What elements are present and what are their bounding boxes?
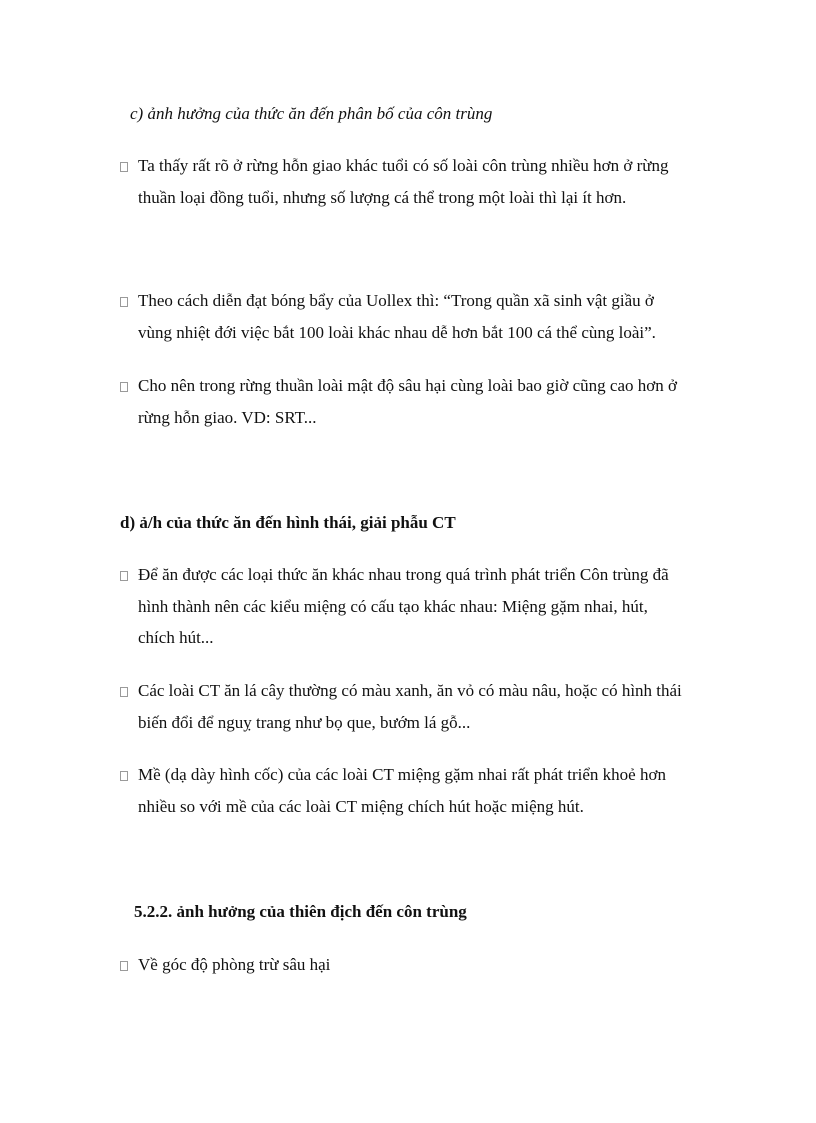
bullet-paragraph — [120, 156, 720, 212]
checkbox-bullet-icon — [120, 771, 128, 781]
paragraph-line: hình thành nên các kiểu miệng có cấu tạo khác nhau: Miệng gặm nhai, hút, — [138, 597, 648, 616]
bullet-paragraph — [120, 291, 720, 347]
checkbox-bullet-icon — [120, 162, 128, 172]
bullet-paragraph — [120, 681, 720, 737]
paragraph-line: thuần loại đồng tuổi, nhưng số lượng cá thể trong một loài thì lại ít hơn. — [138, 188, 627, 207]
checkbox-bullet-icon — [120, 297, 128, 307]
paragraph-line: Để ăn được các loại thức ăn khác nhau trong quá trình phát triển Côn trùng đã — [138, 565, 669, 584]
paragraph-line: biến đổi để nguỵ trang như bọ que, bướm lá gỗ... — [138, 713, 471, 732]
checkbox-bullet-icon — [120, 571, 128, 581]
bullet-paragraph — [120, 565, 720, 649]
paragraph-line: chích hút... — [138, 628, 214, 647]
paragraph-line: Ta thấy rất rõ ở rừng hỗn giao khác tuổi có số loài côn trùng nhiều hơn ở rừng — [138, 156, 669, 175]
bullet-paragraph — [120, 765, 720, 821]
paragraph-line: vùng nhiệt đới việc bắt 100 loài khác nhau dễ hơn bắt 100 cá thể cùng loài”. — [138, 323, 656, 342]
paragraph-line: Về góc độ phòng trừ sâu hại — [138, 955, 331, 974]
section-heading-c: c) ảnh hưởng của thức ăn đến phân bố của côn trùng — [130, 104, 493, 123]
paragraph-line: rừng hỗn giao. VD: SRT... — [138, 408, 317, 427]
checkbox-bullet-icon — [120, 961, 128, 971]
paragraph-line: Các loài CT ăn lá cây thường có màu xanh, ăn vỏ có màu nâu, hoặc có hình thái — [138, 681, 682, 700]
checkbox-bullet-icon — [120, 687, 128, 697]
paragraph-line: Mề (dạ dày hình cốc) của các loài CT miệng gặm nhai rất phát triển khoẻ hơn — [138, 765, 666, 784]
bullet-paragraph — [120, 955, 720, 979]
checkbox-bullet-icon — [120, 382, 128, 392]
bullet-paragraph — [120, 376, 720, 432]
paragraph-line: Cho nên trong rừng thuần loài mật độ sâu hại cùng loài bao giờ cũng cao hơn ở — [138, 376, 677, 395]
paragraph-line: nhiều so với mề của các loài CT miệng chích hút hoặc miệng hút. — [138, 797, 584, 816]
paragraph-line: Theo cách diễn đạt bóng bẩy của Uollex thì: “Trong quần xã sinh vật giầu ở — [138, 291, 654, 310]
section-heading-5-2-2: 5.2.2. ảnh hưởng của thiên địch đến côn trùng — [134, 902, 467, 921]
section-heading-d: d) ả/h của thức ăn đến hình thái, giải phẫu CT — [120, 513, 456, 532]
